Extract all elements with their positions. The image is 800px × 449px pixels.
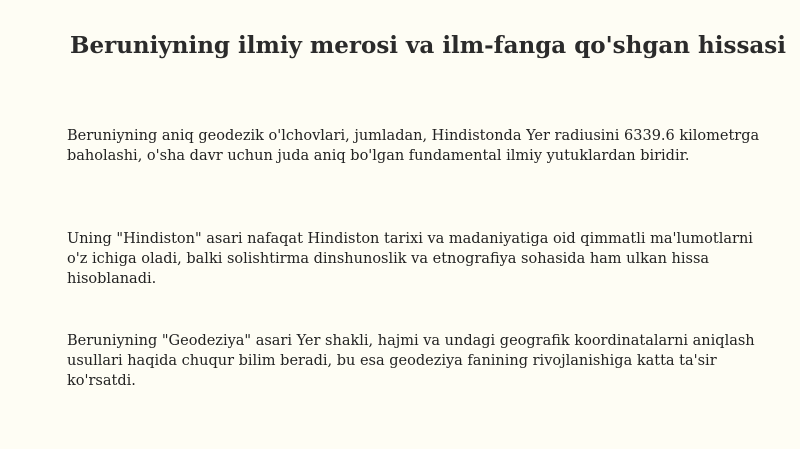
- paragraph-geodeziya-work: Beruniyning "Geodeziya" asari Yer shakli, hajmi va undagi geografik koordinatalarni aniqlash usullari haqida chuqur bilim beradi, bu esa geodeziya fanining rivojlanishiga katta ta'sir ko'rsatdi.: [67, 333, 755, 389]
- slide-title: Beruniyning ilmiy merosi va ilm-fanga qo'shgan hissasi: [70, 32, 786, 59]
- paragraph-hindiston-work: Uning "Hindiston" asari nafaqat Hindiston tarixi va madaniyatiga oid qimmatli ma'lumotlarni o'z ichiga oladi, balki solishtirma dinshunoslik va etnografiya sohasida ham ulkan hissa hisoblanadi.: [67, 231, 753, 287]
- paragraph-geodesic-measurements: Beruniyning aniq geodezik o'lchovlari, jumladan, Hindistonda Yer radiusini 6339.6 kilometrga baholashi, o'sha davr uchun juda aniq bo'lgan fundamental ilmiy yutuklardan biridir.: [67, 128, 760, 164]
